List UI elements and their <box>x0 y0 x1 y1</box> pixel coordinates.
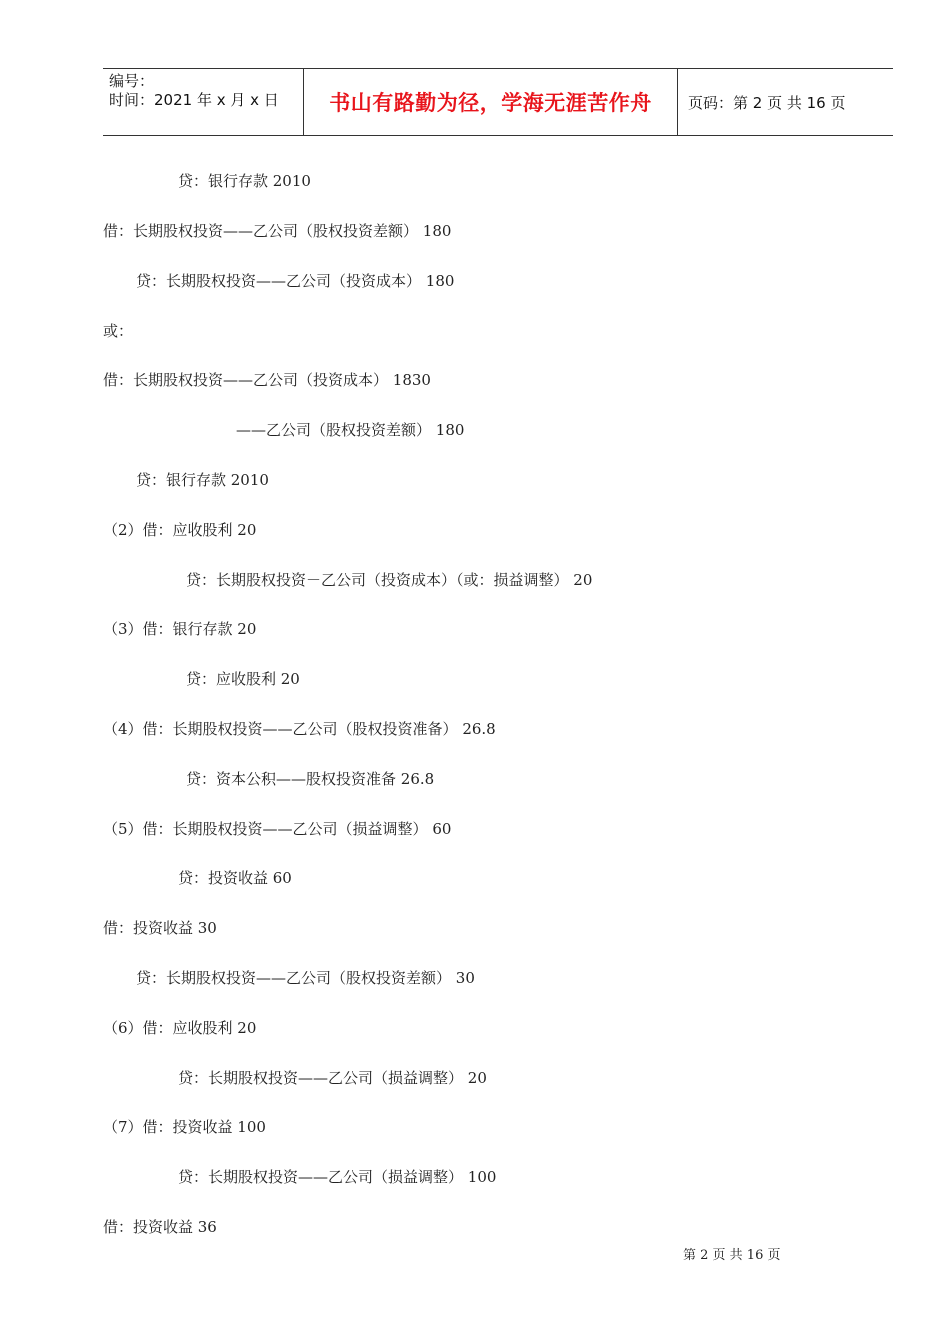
entry-line: 贷：投资收益 60 <box>178 869 292 887</box>
entry-line: 借：长期股权投资——乙公司（投资成本） 1830 <box>103 371 431 389</box>
entry-line: 贷：长期股权投资－乙公司（投资成本）（或：损益调整） 20 <box>186 571 593 589</box>
header-page-code <box>678 69 893 135</box>
entry-line: （4）借：长期股权投资——乙公司（股权投资准备） 26.8 <box>103 720 496 738</box>
document-number-label: 编号： <box>109 72 155 90</box>
entry-line: 借：投资收益 30 <box>103 919 217 937</box>
entry-line: （7）借：投资收益 100 <box>103 1118 266 1136</box>
entry-line: 贷：长期股权投资——乙公司（损益调整） 100 <box>178 1168 497 1186</box>
entry-line: 贷：银行存款 2010 <box>136 471 269 489</box>
motto-text: 书山有路勤为径，学海无涯苦作舟 <box>329 91 652 115</box>
entry-line: 贷：银行存款 2010 <box>178 172 311 190</box>
page-header <box>103 68 893 136</box>
entry-line: （5）借：长期股权投资——乙公司（损益调整） 60 <box>103 820 452 838</box>
entry-line: 贷：长期股权投资——乙公司（股权投资差额） 30 <box>136 969 475 987</box>
page-code-text: 页码：第 2 页 共 16 页 <box>688 93 846 112</box>
header-motto-cell <box>303 69 678 135</box>
entry-line: 贷：长期股权投资——乙公司（损益调整） 20 <box>178 1069 487 1087</box>
entry-line: 借：投资收益 36 <box>103 1218 217 1236</box>
document-date: 时间：2021 年 x 月 x 日 <box>109 91 279 109</box>
entry-line: 贷：应收股利 20 <box>186 670 300 688</box>
entry-line: 贷：资本公积——股权投资准备 26.8 <box>186 770 435 788</box>
entry-line: 借：长期股权投资——乙公司（股权投资差额） 180 <box>103 222 452 240</box>
entry-line: （3）借：银行存款 20 <box>103 620 257 638</box>
entry-line: ——乙公司（股权投资差额） 180 <box>236 421 465 439</box>
entry-line: 贷：长期股权投资——乙公司（投资成本） 180 <box>136 272 455 290</box>
entry-line: （6）借：应收股利 20 <box>103 1019 257 1037</box>
header-meta <box>103 69 303 135</box>
page-footer: 第 2 页 共 16 页 <box>683 1248 781 1263</box>
entry-line: （2）借：应收股利 20 <box>103 521 257 539</box>
entry-line: 或： <box>103 322 134 340</box>
